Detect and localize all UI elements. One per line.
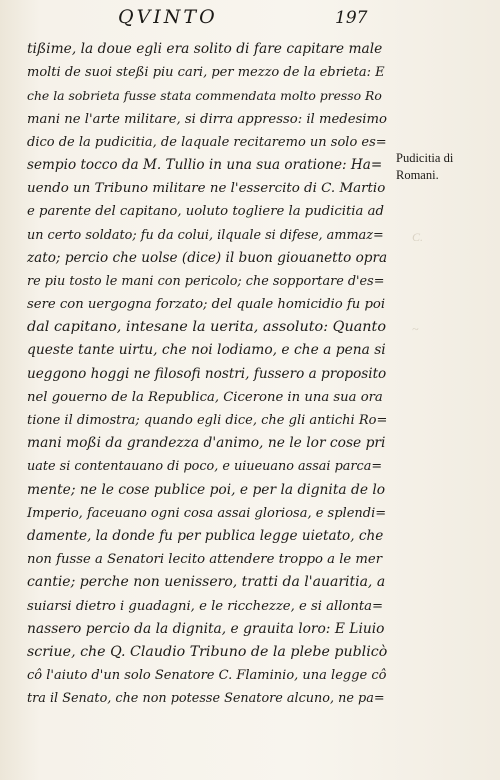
text-line: mani ne l'arte militare, si dirra appresso: il medesimo	[27, 111, 387, 127]
text-line: tione il dimostra; quando egli dice, che gli antichi Ro=	[27, 413, 388, 428]
text-line: re piu tosto le mani con pericolo; che sopportare d'es=	[27, 273, 385, 289]
text-line: damente, la donde fu per publica legge uietato, che	[27, 527, 384, 544]
text-line: queste tante uirtu, che noi lodiamo, e che a pena si	[27, 342, 386, 359]
text-line: tra il Senato, che non potesse Senatore alcuno, ne pa=	[27, 691, 385, 707]
text-line: tißime, la doue egli era solito di fare capitare male	[27, 41, 383, 57]
text-line: mani moßi da grandezza d'animo, ne le lor cose pri	[27, 435, 386, 452]
margin-note-line: Romani.	[396, 168, 439, 182]
text-line: suiarsi dietro i guadagni, e le ricchezze, e si allonta=	[27, 598, 384, 614]
text-line: dico de la pudicitia, de laquale recitaremo un solo es=	[27, 134, 387, 150]
running-title: QVINTO	[118, 6, 218, 28]
text-line: uate si contentauano di poco, e uiueuano assai parca=	[27, 459, 383, 475]
text-line: nassero percio da la dignita, e grauita loro: E Liuio	[27, 620, 385, 637]
text-line: Imperio, faceuano ogni cosa assai gloriosa, e splendi=	[27, 505, 387, 521]
margin-note-line: Pudicitia di	[396, 151, 454, 165]
text-line: nel gouerno de la Republica, Cicerone in una sua ora	[27, 389, 383, 405]
text-line: cantie; perche non uenissero, tratti da l'auaritia, a	[27, 574, 386, 591]
page-number: 197	[335, 8, 368, 28]
text-line: molti de suoi steßi piu cari, per mezzo de la ebrieta: E	[27, 65, 385, 81]
text-line: mente; ne le cose publice poi, e per la dignita de lo	[27, 481, 386, 498]
text-line: un certo soldato; fu da colui, ilquale si difese, ammaz=	[27, 227, 384, 243]
margin-note	[396, 150, 453, 184]
text-line: dal capitano, intesane la uerita, assoluto: Quanto	[27, 319, 387, 336]
ink-bleed-mark: C.	[412, 230, 424, 244]
text-line: sere con uergogna forzato; del quale homicidio fu poi	[27, 297, 386, 313]
text-line: scriue, che Q. Claudio Tribuno de la plebe publicò	[27, 643, 388, 660]
text-line: e parente del capitano, uoluto togliere la pudicitia ad	[27, 204, 384, 220]
text-line: ueggono hoggi ne filosofi nostri, fussero a proposito	[27, 365, 387, 382]
text-line: che la sobrieta fusse stata commendata molto presso Ro	[27, 88, 382, 104]
body-text	[27, 38, 387, 710]
text-line: zato; percio che uolse (dice) il buon giouanetto opra	[27, 249, 388, 266]
ink-bleed-mark: ~	[412, 322, 419, 336]
text-line: sempio tocco da M. Tullio in una sua oratione: Ha=	[27, 156, 383, 173]
text-line: non fusse a Senatori lecito attendere troppo a le mer	[27, 552, 383, 568]
text-line: cô l'aiuto d'un solo Senatore C. Flaminio, una legge cô	[27, 668, 387, 684]
text-line: uendo un Tribuno militare ne l'essercito di C. Martio	[27, 181, 386, 197]
